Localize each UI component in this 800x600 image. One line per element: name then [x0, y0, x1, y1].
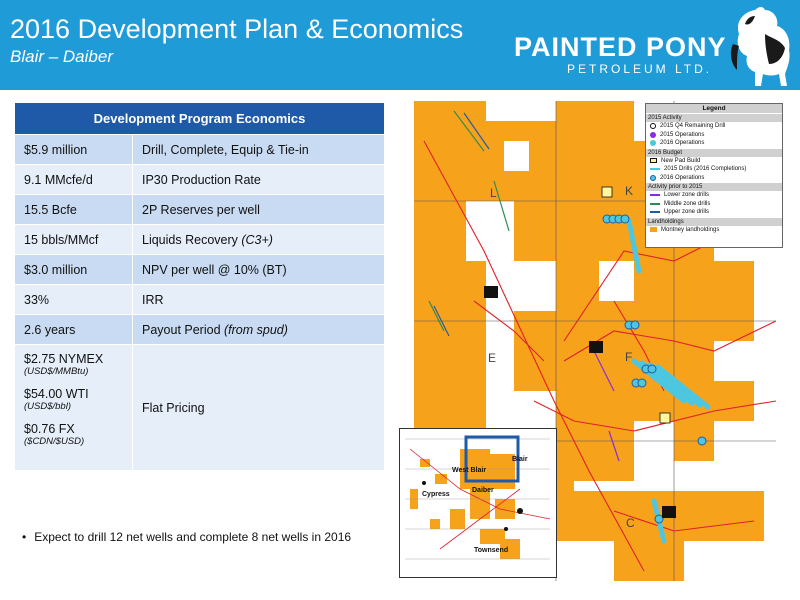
table-row: [15, 255, 385, 285]
company-logo-text: PAINTED PONY: [514, 32, 727, 62]
row-label: 2P Reserves per well: [133, 195, 385, 225]
legend-section: 2015 Activity: [646, 114, 782, 122]
row-label: IRR: [133, 285, 385, 315]
pricing-label: Flat Pricing: [133, 345, 385, 471]
inset-map: [399, 428, 557, 578]
map-label-e: E: [488, 351, 497, 365]
page-subtitle: Blair – Daiber: [10, 47, 113, 66]
map-label-k: K: [625, 184, 634, 198]
row-label: IP30 Production Rate: [133, 165, 385, 195]
inset-label-west-blair: West Blair: [452, 467, 487, 474]
legend-section: 2016 Budget: [646, 149, 782, 157]
horse-logo-icon: [725, 4, 797, 88]
legend-item: 2016 Operations: [646, 139, 782, 148]
row-label: Drill, Complete, Equip & Tie-in: [133, 135, 385, 165]
inset-label-daiber: Daiber: [472, 487, 494, 494]
inset-label-cypress: Cypress: [422, 491, 450, 498]
table-row: [15, 195, 385, 225]
legend-item: Upper zone drills: [646, 208, 782, 217]
page-title: 2016 Development Plan & Economics: [10, 14, 464, 44]
map-legend: [645, 103, 783, 248]
legend-title: Legend: [646, 104, 782, 113]
nymex-price: $2.75 NYMEX: [24, 352, 104, 366]
legend-section: Landholdings: [646, 218, 782, 226]
fx-rate: $0.76 FX: [24, 422, 75, 436]
legend-item: Middle zone drills: [646, 200, 782, 209]
row-value: 2.6 years: [15, 315, 133, 345]
row-label: Liquids Recovery (C3+): [133, 225, 385, 255]
wti-unit: (USD$/bbl): [24, 401, 71, 412]
row-label: Payout Period (from spud): [133, 315, 385, 345]
company-logo-subtext: PETROLEUM LTD.: [567, 62, 713, 76]
map-label-f: F: [625, 350, 633, 364]
fx-unit: ($CDN/$USD): [24, 436, 85, 447]
map-label-c: C: [626, 516, 635, 530]
inset-map-graphic: [400, 429, 556, 577]
row-value: 15 bbls/MMcf: [15, 225, 133, 255]
nymex-unit: (USD$/MMBtu): [24, 366, 89, 377]
legend-item: New Pad Build: [646, 157, 782, 166]
table-row-pricing: [15, 345, 385, 471]
bullet-note: • Expect to drill 12 net wells and complete 8 net wells in 2016: [22, 530, 352, 544]
table-row: [15, 285, 385, 315]
row-value: 15.5 Bcfe: [15, 195, 133, 225]
legend-item: Lower zone drills: [646, 191, 782, 200]
pricing-values: [15, 345, 133, 471]
row-value: $3.0 million: [15, 255, 133, 285]
inset-label-blair: Blair: [512, 456, 528, 463]
row-value: 33%: [15, 285, 133, 315]
legend-item: Montney landholdings: [646, 226, 782, 235]
table-row: [15, 135, 385, 165]
inset-label-townsend: Townsend: [474, 547, 509, 554]
row-value: $5.9 million: [15, 135, 133, 165]
legend-item: 2015 Drills (2016 Completions): [646, 165, 782, 174]
table-heading: Development Program Economics: [15, 103, 385, 135]
row-value: 9.1 MMcfe/d: [15, 165, 133, 195]
legend-item: 2016 Operations: [646, 174, 782, 183]
wti-price: $54.00 WTI: [24, 387, 89, 401]
row-label: NPV per well @ 10% (BT): [133, 255, 385, 285]
legend-item: 2015 Operations: [646, 131, 782, 140]
header-bar: [0, 0, 800, 90]
table-row: [15, 315, 385, 345]
map-label-l: L: [490, 186, 497, 200]
legend-section: Activity prior to 2015: [646, 183, 782, 191]
economics-table: [14, 102, 385, 471]
table-row: [15, 225, 385, 255]
table-row: [15, 165, 385, 195]
legend-item: 2015 Q4 Remaining Drill: [646, 122, 782, 131]
